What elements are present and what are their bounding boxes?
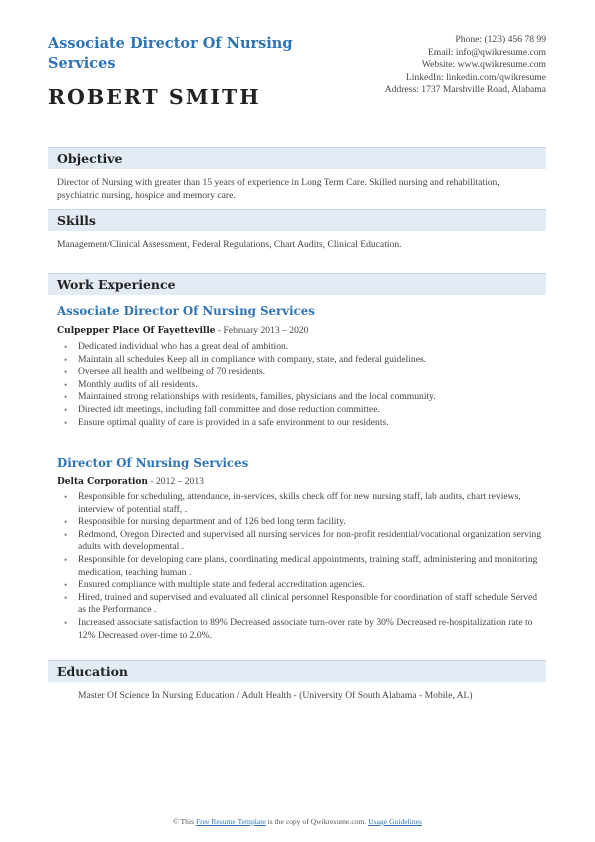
free-resume-template-link[interactable]: Free Resume Template [195,817,266,826]
job-1-company-line [57,325,308,336]
section-title: Work Experience [57,277,176,292]
list-item: • Directed idt meetings, including fall committee and dose reduction committee. [64,403,380,415]
objective-text: Director of Nursing with greater than 15 years of experience in Long Term Care. Skilled nursing and rehabilitation, psychiatric nursing, hospice and memory care. [57,177,500,201]
job-1-company: Culpepper Place Of Fayetteville [57,326,216,336]
education-text: Master Of Science In Nursing Education / Adult Health - (University Of South Alabama - Mobile, AL) [78,690,473,701]
candidate-name: ROBERT SMITH [48,85,261,109]
footer-middle: is the copy of Qwikresume.com. [265,817,369,826]
job-2-title: Director Of Nursing Services [57,456,249,470]
section-objective-header [48,147,546,169]
contact-website[interactable]: Website: www.qwikresume.com [421,59,546,70]
contact-phone: Phone: (123) 456 78 99 [455,34,546,45]
list-item: • Redmond, Oregon Directed and supervised all nursing services for non-profit residential/vocational organization serving adults with developmental . [64,528,542,553]
list-item: • Maintain all schedules Keep all in compliance with company, state, and federal guidelines. [64,353,427,365]
contact-linkedin[interactable]: LinkedIn: linkedin.com/qwikresume [405,71,546,83]
section-title: Education [57,664,129,679]
section-title: Skills [57,213,96,228]
job-2-bullets [64,491,544,642]
list-item: • Monthly audits of all residents. [64,378,198,390]
job-2-dates: - 2012 – 2013 [147,476,204,487]
list-item: • Responsible for developing care plans, coordinating medical appointments, training staff, administering and monitoring medication, teaching human . [64,553,538,578]
usage-guidelines-link[interactable]: Usage Guidelines [368,817,422,826]
resume-header [48,34,546,120]
list-item: • Hired, trained and supervised and evaluated all clinical personnel Responsible for coordination of staff schedule Served as the Performance . [64,591,538,616]
list-item: • Oversee all health and wellbeing of 70 residents. [64,366,266,378]
job-2-company: Delta Corporation [57,477,148,487]
footer [0,817,595,826]
job-2-company-line [57,476,204,487]
section-work-header [48,273,546,295]
list-item: • Ensure optimal quality of care is provided in a safe environment to our residents. [64,416,389,428]
footer-prefix: © This [173,817,196,826]
list-item: • Maintained strong relationships with residents, families, physicians and the local community. [64,391,436,403]
list-item: • Dedicated individual who has a great deal of ambition. [64,341,289,352]
contact-email[interactable]: Email: info@qwikresume.com [427,46,546,58]
section-education-header [48,660,546,682]
job-1-bullets [64,341,544,429]
job-title: Associate Director Of Nursing Services [48,35,293,72]
list-item: • Ensured compliance with multiple state and federal accreditation agencies. [64,579,365,591]
contact-block [316,34,546,97]
list-item: • Increased associate satisfaction to 89% Decreased associate turn-over rate by 30% Decreased re-hospitalization rate to 12% Decreased over-time to 2.0%. [64,616,533,641]
contact-address: Address: 1737 Marshville Road, Alabama [384,84,546,95]
section-title: Objective [57,151,123,166]
list-item: • Responsible for scheduling, attendance, in-services, skills check off for new nursing staff, lab audits, chart reviews, interview of potential staff, . [64,491,521,515]
job-1-title: Associate Director Of Nursing Services [57,304,315,318]
section-skills-header [48,209,546,231]
job-1-dates: - February 2013 – 2020 [215,325,309,336]
skills-text: Management/Clinical Assessment, Federal Regulations, Chart Audits, Clinical Education. [57,239,402,250]
list-item: • Responsible for nursing department and of 126 bed long term facility. [64,516,346,528]
